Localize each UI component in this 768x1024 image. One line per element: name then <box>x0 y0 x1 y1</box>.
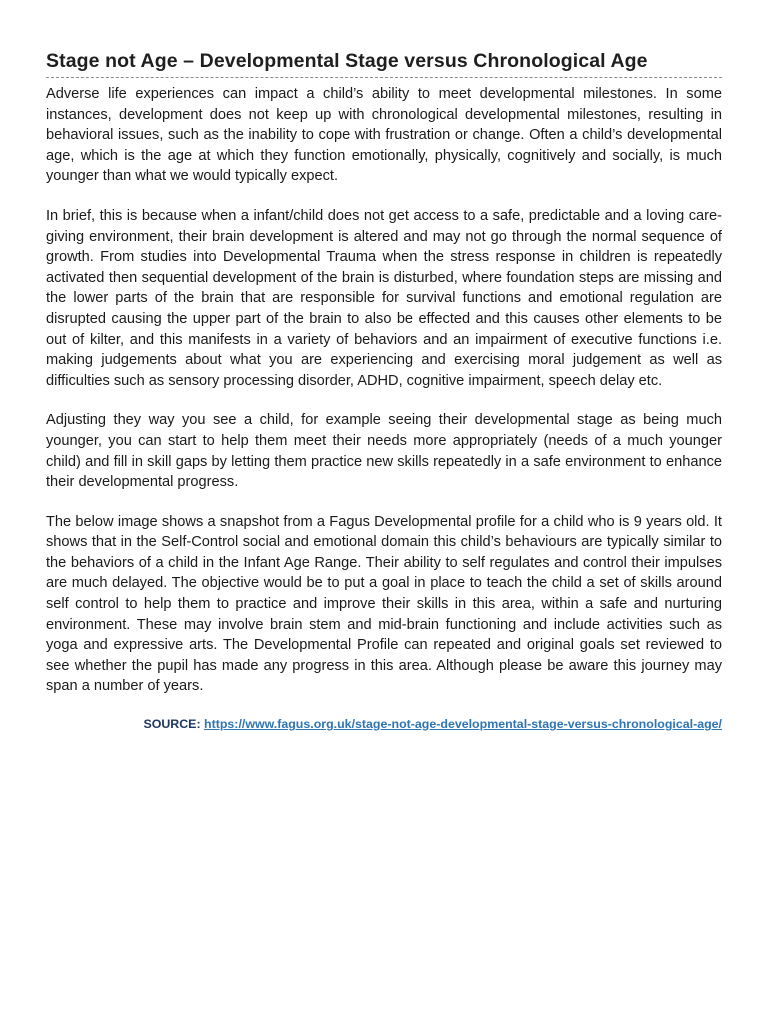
paragraph-brain-development: In brief, this is because when a infant/child does not get access to a safe, predictable and a loving care-giving environment, their brain development is altered and may not go through the normal sequence of growth. From studies into Developmental Trauma when the stress response in children is repeatedly activated then sequential development of the brain is disturbed, where foundation steps are missing and the lower parts of the brain that are responsible for survival functions and emotional regulation are disrupted causing the upper part of the brain to also be effected and this causes other elements to be out of kilter, and this manifests in a variety of behaviors and an impairment of executive functions i.e. making judgements about what you are experiencing and exercising moral judgement as well as difficulties such as sensory processing disorder, ADHD, cognitive impairment, speech delay etc. <box>46 207 722 389</box>
document-page <box>46 48 722 733</box>
source-link[interactable]: https://www.fagus.org.uk/stage-not-age-developmental-stage-versus-chronological-age/ <box>204 717 722 732</box>
paragraph-profile-snapshot: The below image shows a snapshot from a Fagus Developmental profile for a child who is 9 years old. It shows that in the Self-Control social and emotional domain this child’s behaviours are typically similar to the behaviors of a child in the Infant Age Range. Their ability to self regulates and control their impulses are much delayed. The objective would be to put a goal in place to teach the child a set of skills around self control to help them to practice and improve their skills in this area, within a safe and nurturing environment. These may involve brain stem and mid-brain functioning and include activities such as yoga and expressive arts. The Developmental Profile can repeated and original goals set reviewed to see whether the pupil has made any progress in this area. Although please be aware this journey may span a number of years. <box>46 513 722 695</box>
title-divider <box>46 77 722 78</box>
paragraph-adjusting-view: Adjusting they way you see a child, for example seeing their developmental stage as being much younger, you can start to help them meet their needs more appropriately (needs of a much younger child) and fill in skill gaps by letting them practice new skills repeatedly in a safe environment to enhance their developmental progress. <box>46 412 722 491</box>
paragraph-intro: Adverse life experiences can impact a child’s ability to meet developmental milestones. In some instances, development does not keep up with chronological developmental milestones, resulting in behavioral issues, such as the inability to cope with frustration or change. Often a child’s developmental age, which is the age at which they function emotionally, physically, cognitively and socially, is much younger than what we would typically expect. <box>46 86 722 185</box>
source-label: SOURCE: <box>143 717 201 732</box>
page-title: Stage not Age – Developmental Stage versus Chronological Age <box>46 50 648 72</box>
source-citation <box>46 715 722 733</box>
